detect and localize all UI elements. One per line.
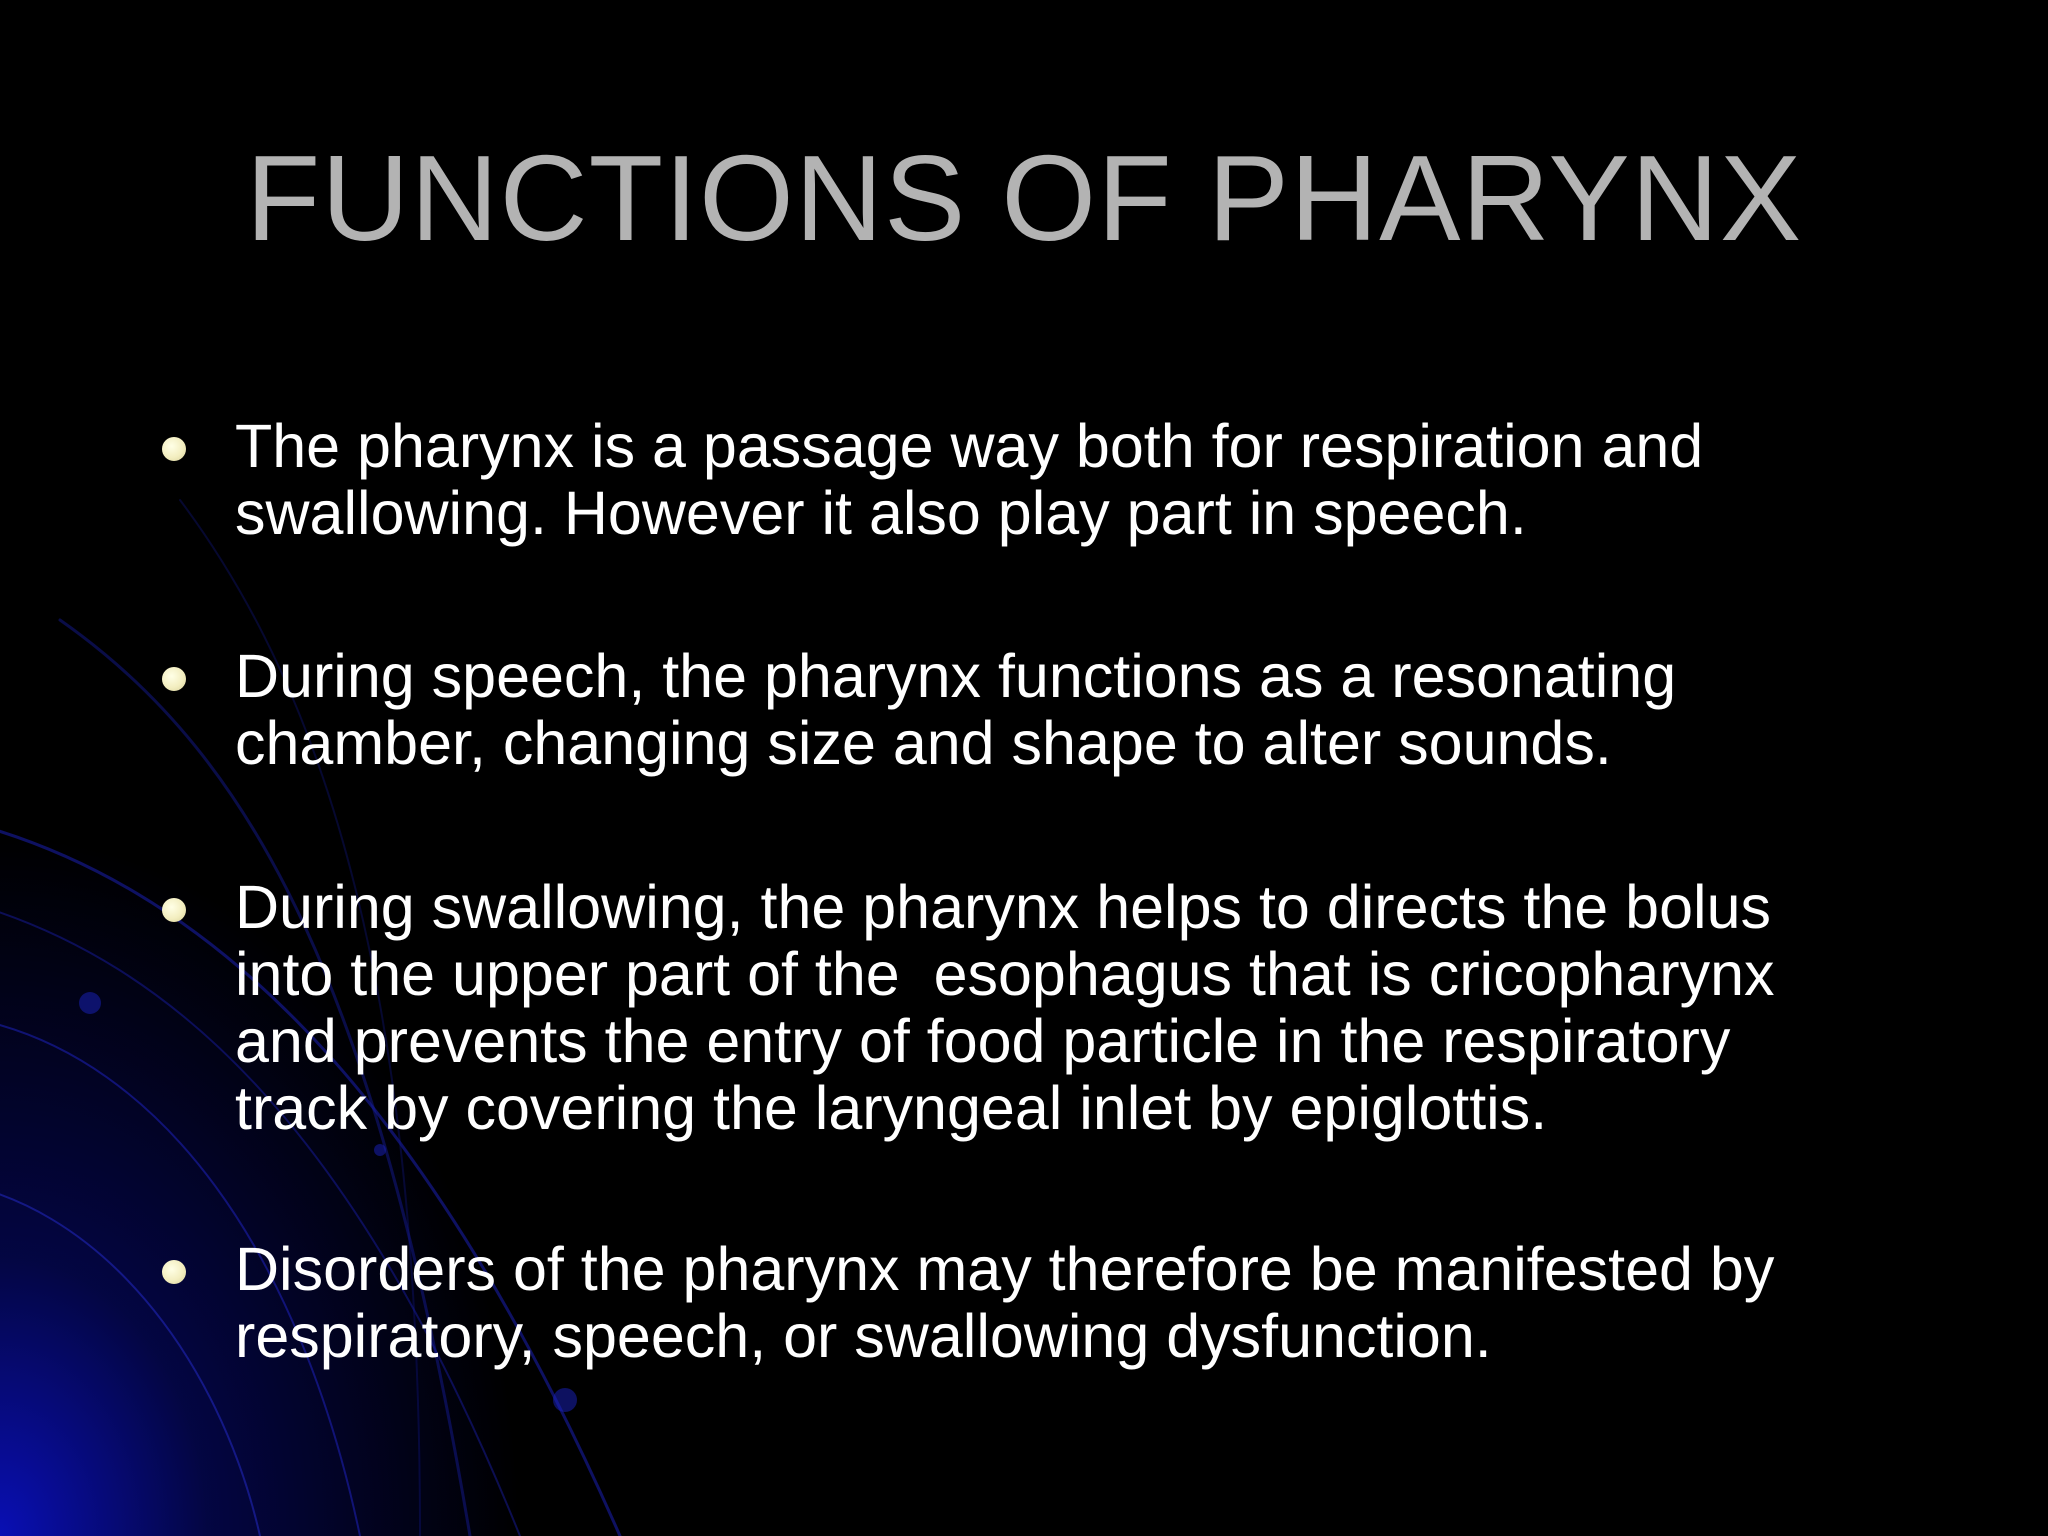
bullet-line: respiratory, speech, or swallowing dysfunction. bbox=[235, 1302, 1492, 1370]
bullet-line: During swallowing, the pharynx helps to directs the bolus bbox=[235, 873, 1771, 941]
bullet-item bbox=[235, 1236, 2025, 1370]
bullet-line: track by covering the laryngeal inlet by epiglottis. bbox=[235, 1074, 1548, 1142]
slide-title: FUNCTIONS OF PHARYNX bbox=[245, 130, 1803, 266]
bullet-dot-icon bbox=[162, 898, 186, 922]
bullet-line: Disorders of the pharynx may therefore be manifested by bbox=[235, 1235, 1775, 1303]
bullet-line: The pharynx is a passage way both for respiration and bbox=[235, 412, 1704, 480]
bullet-line: into the upper part of the esophagus that is cricopharynx bbox=[235, 940, 1775, 1008]
bullet-dot-icon bbox=[162, 667, 186, 691]
bullet-line: chamber, changing size and shape to alter sounds. bbox=[235, 709, 1612, 777]
bullet-item bbox=[235, 643, 2025, 777]
bullet-line: During speech, the pharynx functions as a resonating bbox=[235, 642, 1677, 710]
bullet-item bbox=[235, 413, 2025, 547]
bullet-dot-icon bbox=[162, 437, 186, 461]
bullet-line: swallowing. However it also play part in speech. bbox=[235, 479, 1527, 547]
bullet-line: and prevents the entry of food particle in the respiratory bbox=[235, 1007, 1731, 1075]
bullet-dot-icon bbox=[162, 1260, 186, 1284]
bullet-item bbox=[235, 874, 2025, 1142]
